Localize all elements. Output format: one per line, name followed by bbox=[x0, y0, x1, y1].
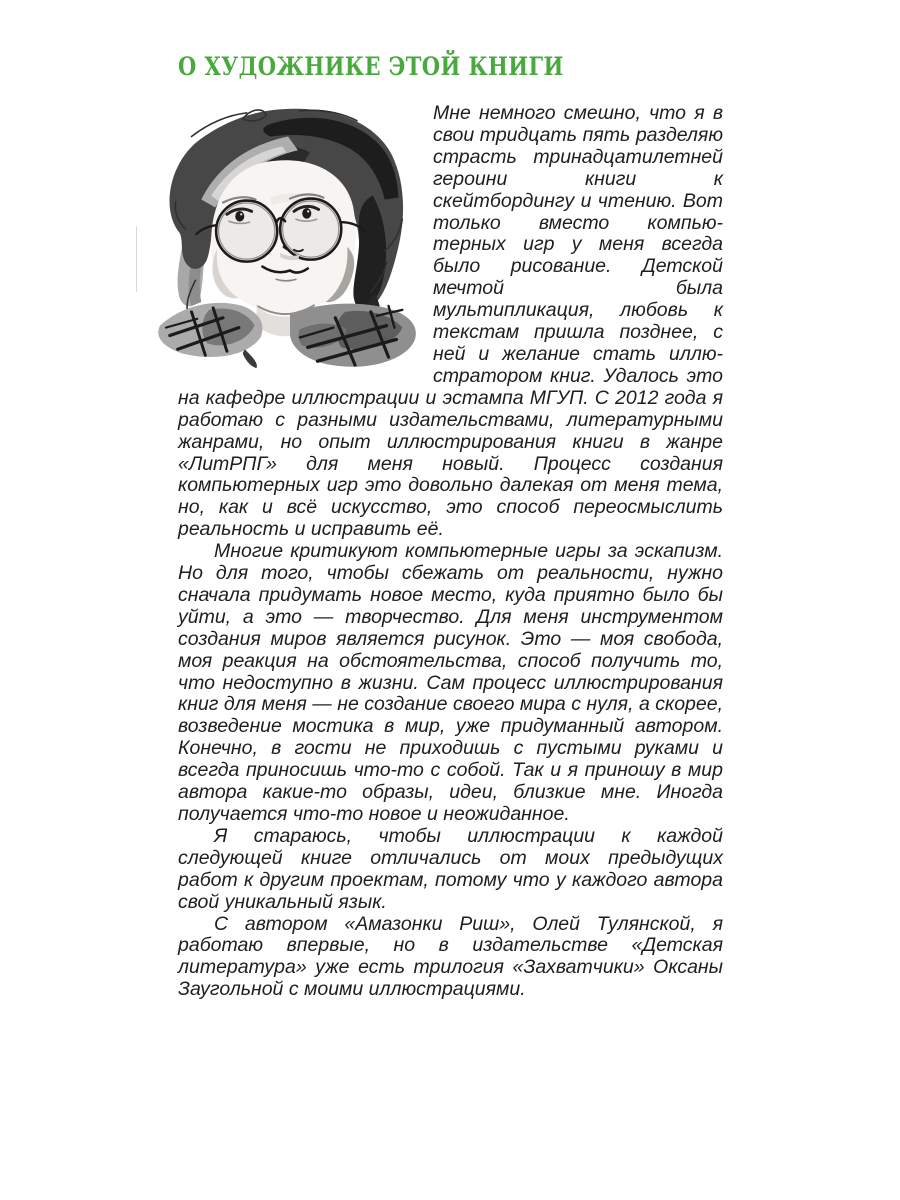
article-body bbox=[178, 103, 723, 1001]
paragraph-3: Я стараюсь, чтобы иллюстрации к каждой следующей книге отличались от моих предыдущих работ к другим проектам, потому что у каждого автора свой уникальный язык. bbox=[178, 824, 723, 913]
artist-portrait-sketch-svg bbox=[150, 103, 433, 369]
artist-portrait-illustration bbox=[150, 103, 433, 369]
page-crease-line bbox=[136, 226, 137, 292]
paragraph-2: Многие критикуют компьютерные игры за эскапизм. Но для того, чтобы сбежать от реальности, нужно сначала придумать новое место, куда приятно было бы уйти, а это — творчество. Для меня инструментом создания миров является рисунок. Это — моя свобода, моя реакция на обстоятельства, способ получить то, что недоступно в жизни. Сам процесс иллюстрирования книг для меня — не создание своего мира с нуля, а скорее, возведение мостика в мир, уже придуманный автором. Конечно, в гости не приходишь с пустыми руками и всегда приносишь что-то с собой. Так и я приношу в мир автора какие-то образы, идеи, близкие мне. Иногда получается что-то новое и неожиданное. bbox=[178, 540, 723, 825]
paragraph-1: Мне немного смешно, что я в свои тридцать пять разделяю страсть тринадцатилетней героини книги к скейтбордингу и чтению. Вот только вместо компьютерных игр у меня всегда было рисование. Детской мечтой была мультипликация, любовь к текстам пришла позднее, с ней и желание стать иллюстратором книг. Удалось это на кафедре иллюстрации и эстампа МГУП. С 2012 года я работаю с разными издательствами, литературными жанрами, но опыт иллюстрирования книги в жанре «ЛитРПГ» для меня новый. Процесс создания компьютерных игр это довольно далекая от меня тема, но, как и всё искусство, это способ переосмыслить реальность и исправить её. bbox=[178, 102, 723, 541]
page-title: О ХУДОЖНИКЕ ЭТОЙ КНИГИ bbox=[178, 52, 564, 81]
paragraph-4: С автором «Амазонки Риш», Олей Тулянской, я работаю впервые, но в издательстве «Детская литература» уже есть трилогия «Захватчики» Оксаны Заугольной с моими иллюстрациями. bbox=[178, 912, 723, 1001]
